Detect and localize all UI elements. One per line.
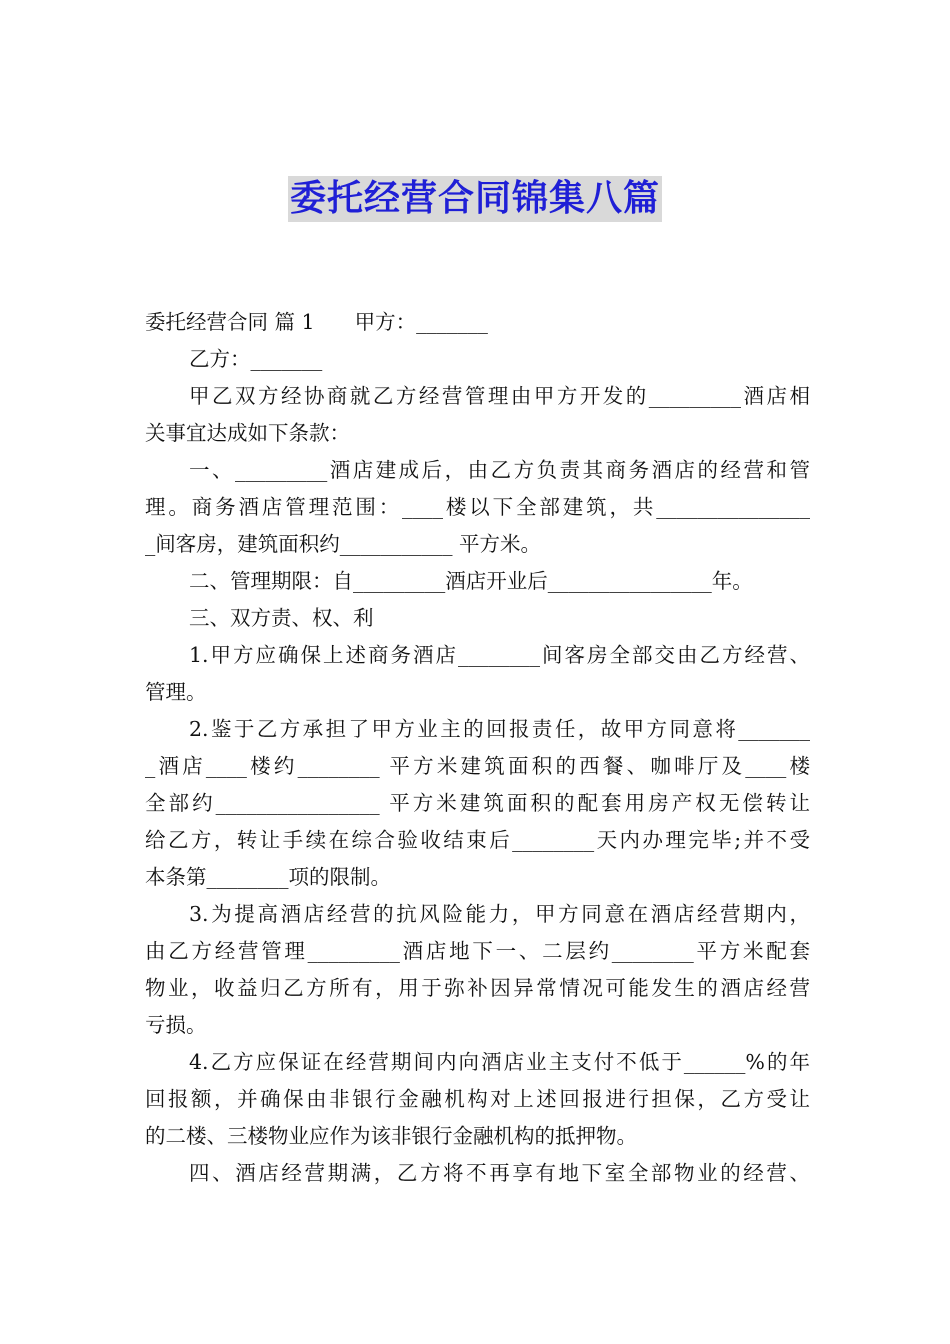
paragraph-line: 回报额，并确保由非银行金融机构对上述回报进行担保，乙方受让 [145,1087,810,1111]
paragraph-line: 的二楼、三楼物业应作为该非银行金融机构的抵押物。 [145,1124,637,1148]
paragraph-line: 关事宜达成如下条款： [145,421,350,445]
paragraph-line: _酒店____楼约________ 平方米建筑面积的西餐、咖啡厅及____楼 [145,754,810,778]
paragraph-line: 管理。 [145,680,207,704]
paragraph-line [145,304,810,341]
party-a-field: 甲方：_______ [354,310,488,334]
paragraph-line: 3.为提高酒店经营的抗风险能力，甲方同意在酒店经营期内， [189,902,810,926]
paragraph-line: 四、酒店经营期满，乙方将不再享有地下室全部物业的经营、 [189,1161,810,1185]
title-container [0,176,950,222]
paragraph-line: 乙方：_______ [189,347,323,371]
paragraph-line: 给乙方，转让手续在综合验收结束后________天内办理完毕;并不受 [145,828,810,852]
document-body [145,304,810,1192]
paragraph-line: 理。商务酒店管理范围：____楼以下全部建筑，共_______________ [145,495,810,519]
paragraph-line: _间客房，建筑面积约___________ 平方米。 [145,532,542,556]
paragraph-line: 1.甲方应确保上述商务酒店________间客房全部交由乙方经营、 [189,643,810,667]
paragraph-line: 一、_________酒店建成后，由乙方负责其商务酒店的经营和管 [189,458,810,482]
paragraph-line: 由乙方经营管理_________酒店地下一、二层约________平方米配套 [145,939,810,963]
paragraph-line: 4.乙方应保证在经营期间内向酒店业主支付不低于______%的年 [189,1050,810,1074]
paragraph-line: 2.鉴于乙方承担了甲方业主的回报责任，故甲方同意将_______ [189,717,810,741]
paragraph-line: 二、管理期限：自_________酒店开业后________________年。 [189,569,753,593]
document-title: 委托经营合同锦集八篇 [288,176,662,222]
paragraph-line: 甲乙双方经协商就乙方经营管理由甲方开发的_________酒店相 [189,384,810,408]
paragraph-line: 全部约________________ 平方米建筑面积的配套用房产权无偿转让 [145,791,810,815]
paragraph-line: 三、双方责、权、利 [189,606,374,630]
section-heading: 委托经营合同 篇 1 [145,310,315,334]
paragraph-line: 亏损。 [145,1013,207,1037]
paragraph-line: 物业，收益归乙方所有，用于弥补因异常情况可能发生的酒店经营 [145,976,810,1000]
paragraph-line: 本条第________项的限制。 [145,865,391,889]
